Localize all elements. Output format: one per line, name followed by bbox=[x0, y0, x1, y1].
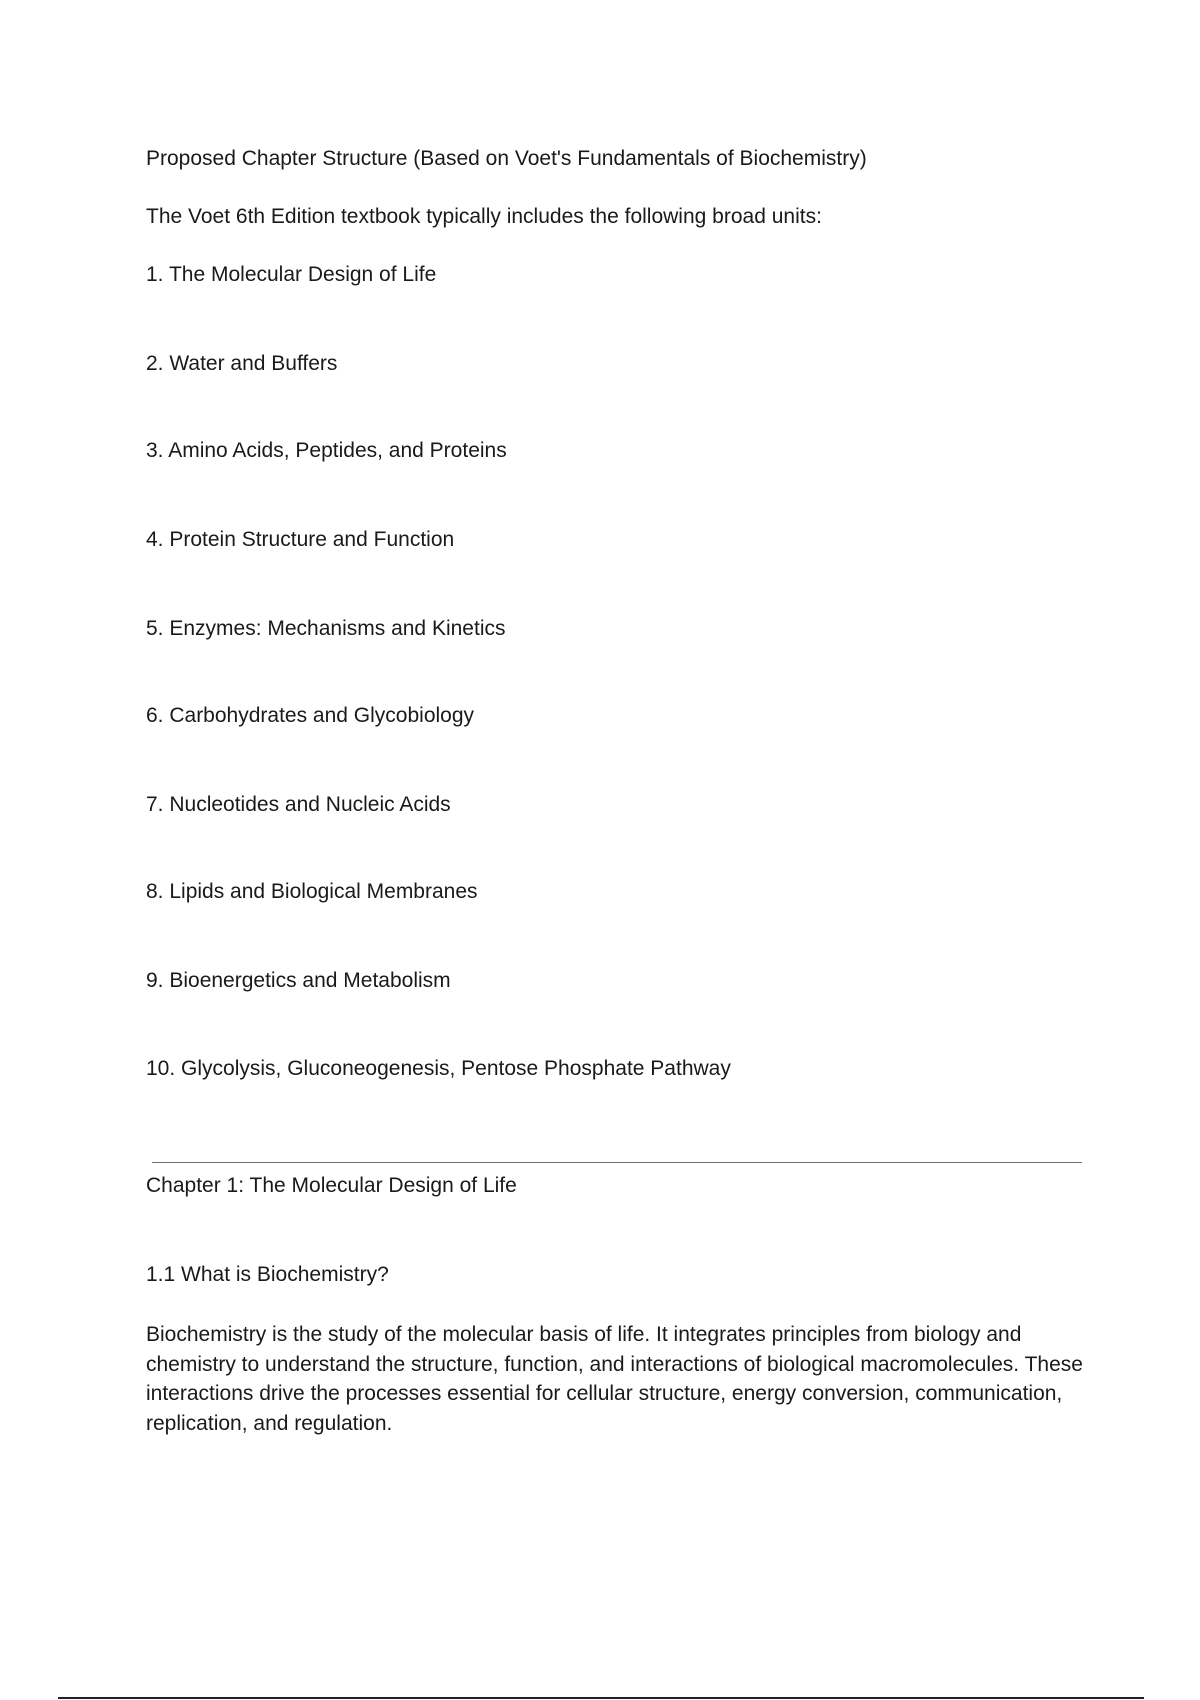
unit-item: 1. The Molecular Design of Life bbox=[146, 263, 437, 286]
section-title: 1.1 What is Biochemistry? bbox=[146, 1263, 389, 1286]
unit-item: 10. Glycolysis, Gluconeogenesis, Pentose Phosphate Pathway bbox=[146, 1057, 731, 1080]
unit-item: 3. Amino Acids, Peptides, and Proteins bbox=[146, 439, 507, 462]
unit-item: 5. Enzymes: Mechanisms and Kinetics bbox=[146, 617, 506, 640]
chapter-title: Chapter 1: The Molecular Design of Life bbox=[146, 1174, 517, 1197]
unit-item: 8. Lipids and Biological Membranes bbox=[146, 880, 478, 903]
section-paragraph: Biochemistry is the study of the molecular basis of life. It integrates principles from biology and chemistry to understand the structure, function, and interactions of biological macromolecules. These interactions drive the processes essential for cellular structure, energy conversion, communication, replication, and regulation. bbox=[146, 1323, 1083, 1435]
intro-text: The Voet 6th Edition textbook typically includes the following broad units: bbox=[146, 205, 822, 228]
unit-item: 6. Carbohydrates and Glycobiology bbox=[146, 704, 475, 727]
unit-item: 7. Nucleotides and Nucleic Acids bbox=[146, 793, 451, 816]
unit-item: 9. Bioenergetics and Metabolism bbox=[146, 969, 451, 992]
page-bottom-rule bbox=[58, 1697, 1144, 1699]
unit-item: 4. Protein Structure and Function bbox=[146, 528, 455, 551]
document-heading: Proposed Chapter Structure (Based on Voet's Fundamentals of Biochemistry) bbox=[146, 147, 867, 170]
section-divider bbox=[152, 1162, 1082, 1163]
unit-item: 2. Water and Buffers bbox=[146, 352, 338, 375]
